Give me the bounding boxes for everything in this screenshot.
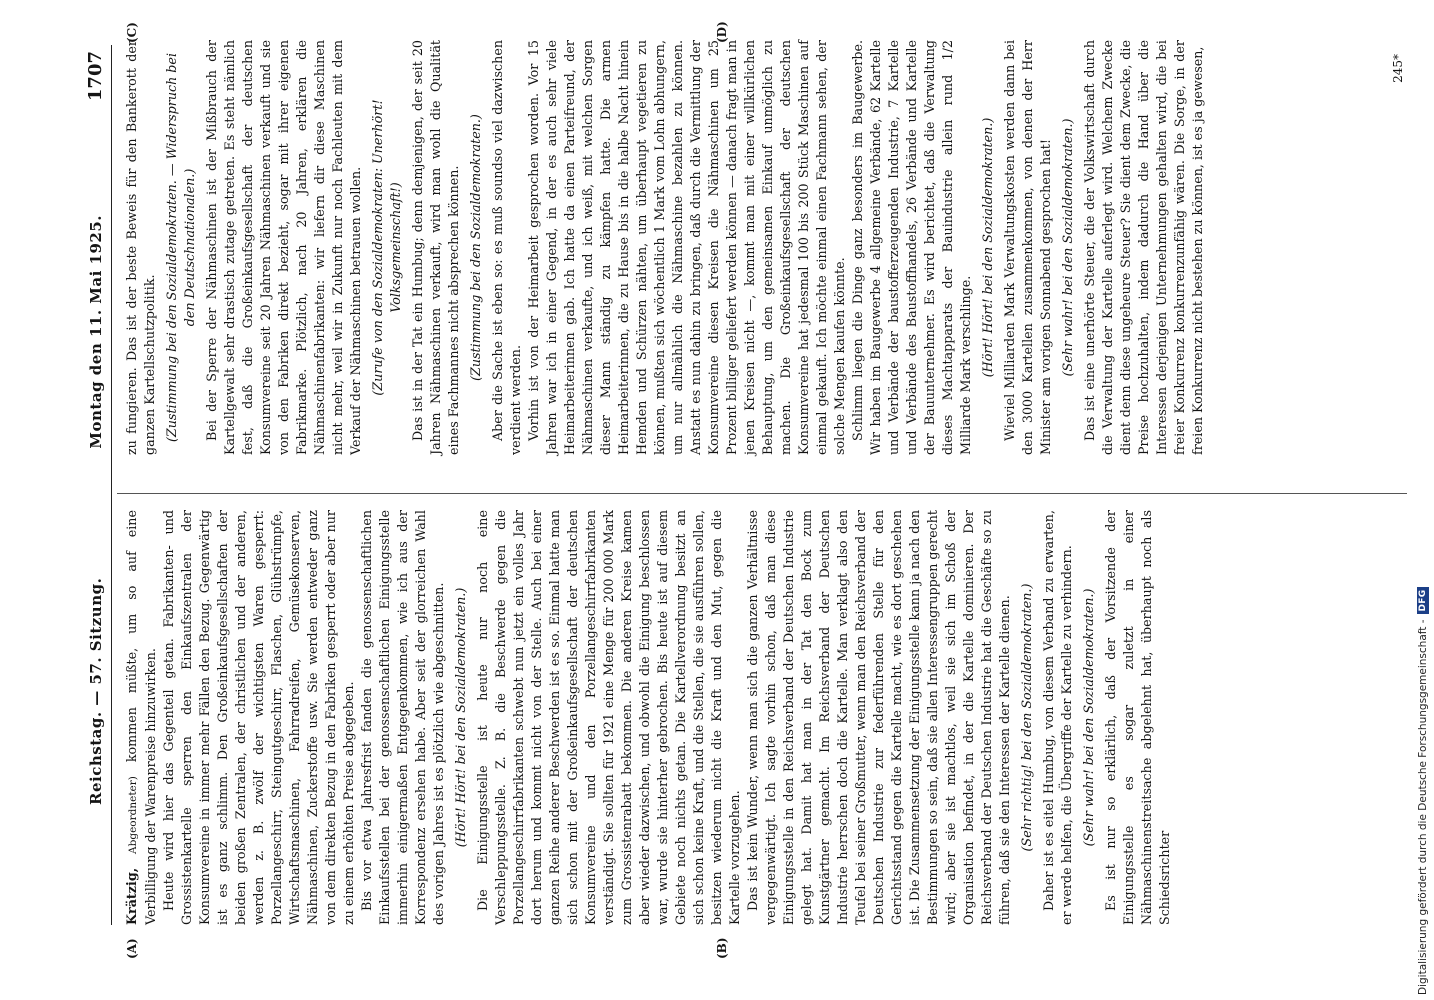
margin-marker-c: (C) [125,22,139,43]
column-divider [117,493,1407,494]
margin-marker-d: (D) [715,21,729,43]
left-interjection-3: (Sehr wahr! bei den Sozialdemokraten.) [1081,588,1096,847]
digitization-credit [1417,587,1429,995]
left-opening [123,510,160,925]
margin-marker-b: (B) [715,937,729,959]
left-paragraph-2: Heute wird hier das Gegenteil getan. Fabrikanten- und Grossistenkartelle sperren den Einkaufszentralen der Konsumvereine in immer mehr Fällen den Bezug. Gegenwärtig ist es ganz schlimm. Den Großeinkaufsgesellschaften der beiden großen Zentralen, der christlichen und der anderen, werden z. B. zwölf der wichtigsten Waren gesperrt: Porzellangeschirr, Steingutgeschirr, Flaschen, Glühstrümpfe, Wirtschaftsmaschinen, Fahrradreifen, Gemüsekonserven, Nähmaschinen, Zuckerstoffe usw. Sie werden entweder ganz von dem direkten Bezug in den Fabriken gesperrt oder aber nur zu einem erhöhten Preise abgegeben. [161,510,356,925]
left-paragraph-1: kommen müßte, um so auf eine Verbilligung der Warenpreise hinzuwirken. [124,510,158,925]
right-interjection-3: (Zustimmung bei den Sozialdemokraten.) [468,114,483,381]
speaker-role: Abgeordneter) [127,776,139,854]
right-paragraph-6: Schlimm liegen die Dinge ganz besonders im Baugewerbe. Wir haben im Baugewerbe 4 allgemeine Verbände, 62 Kartelle und Verbände der baustofferzeugenden Industrie, 7 Kartelle und Verbände des Baustoffhandels, 26 Verbände und Kartelle der Bauunternehmer. Es wird berichtet, daß die Verwaltung dieses Machtapparats der Bauindustrie allein rund 1/2 Milliarde Mark verschlinge. [850,40,973,455]
page-header [85,45,112,925]
header-left: Reichstag. — 57. Sitzung. [87,577,105,805]
margin-marker-a: (A) [125,938,139,959]
rotated-page [55,21,1425,965]
left-paragraph-3: Bis vor etwa Jahresfrist fanden die genossenschaftlichen Einkaufsstellen bei der genossenschaftlichen Einigungsstelle immerhin einigermaßen Entgegenkommen, wie ich aus der Korrespondenz ersehen habe. Aber seit der glorreichen Wahl des vorigen Jahres ist es plötzlich wie abgeschnitten. [359,510,446,925]
right-paragraph-8: Das ist eine unerhörte Steuer, die der Volkswirtschaft durch die Verwaltung der Kartelle auferlegt wird. Welchem Zwecke dient denn diese ungeheure Steuer? Sie dient dem Zwecke, die Preise hochzuhalten, indem dadurch die Hand über die Interessen derjenigen Unternehmungen gehalten wird, die bei freier Konkurrenz konkurrenzunfähig wären. Die Sorge, in der freien Konkurrenz nicht bestehen zu können, ist es ja gewesen, [1082,40,1205,455]
credit-text: Digitalisierung gefördert durch die Deutsche Forschungsgemeinschaft - [1417,619,1429,995]
dfg-logo: DFG [1417,587,1429,615]
right-paragraph-7: Wieviel Milliarden Mark Verwaltungskosten werden dann bei den 3000 Kartellen zusammenkommen, von denen der Herr Minister am vorigen Sonnabend gesprochen hat! [1002,40,1053,455]
right-interjection-2: (Zurufe von den Sozialdemokraten: Unerhört! Volksgemeinschaft!) [370,99,403,396]
left-interjection-1: (Hört! Hört! bei den Sozialdemokraten.) [453,587,468,848]
right-interjection-4: (Hört! Hört! bei den Sozialdemokraten.) [980,117,995,378]
right-column [123,40,1403,455]
left-paragraph-5: Das ist kein Wunder, wenn man sich die ganzen Verhältnisse vergegenwärtigt. Ich sagte vorhin schon, daß man diese Einigungsstelle in den Reichsverband der Deutschen Industrie gelegt hat. Damit hat man in der Tat den Bock zum Kunstgärtner gemacht. Im Reichsverband der Deutschen Industrie herrschen doch die Kartelle. Man verklagt also den Teufel bei seiner Großmutter, wenn man den Reichsverband der Deutschen Industrie zur federführenden Stelle für den Gerichtsstand gegen die Kartelle macht, wie es dort geschehen ist. Die Zusammensetzung der Einigungsstelle kann ja nach den Bestimmungen so sein, daß sie allen Interessengruppen gerecht wird; aber sie ist machtlos, weil sie sich im Schoß der Organisation befindet, in der die Kartelle dominieren. Der Reichsverband der Deutschen Industrie hat die Geschäfte so zu führen, daß sie den Interessen der Kartelle dienen. [745,510,1012,925]
speaker-name: Krätzig, [124,867,139,925]
right-paragraph-5: Vorhin ist von der Heimarbeit gesprochen worden. Vor 15 Jahren war ich in einer Gegend, in der es auch sehr viele Heimarbeiterinnen gab. Ich hatte da einen Parteifreund, der Nähmaschinen verkaufte, und ich weiß, mit welchen Sorgen dieser Mann ständig zu kämpfen hatte. Die armen Heimarbeiterinnen, die zu Hause bis in die halbe Nacht hinein Hemden und Schürzen nähten, um überhaupt vegetieren zu können, mußten sich wöchentlich 1 Mark vom Lohn abhungern, um nur allmählich die Nähmaschine bezahlen zu können. Anstatt es nun dahin zu bringen, daß durch die Vermittlung der Konsumvereine diesen Kreisen die Nähmaschinen um 25 Prozent billiger geliefert werden können — danach fragt man in jenen Kreisen nicht —, kommt man mit einer willkürlichen Behauptung, um den gemeinsamen Einkauf unmöglich zu machen. Die Großeinkaufsgesellschaft der deutschen Konsumvereine hat jedesmal 100 bis 200 Stück Maschinen auf einmal gekauft. Ich möchte einmal einen Fachmann sehen, der solche Mengen kaufen könnte. [526,40,847,455]
right-paragraph-1: zu fungieren. Das ist der beste Beweis für den Bankerott der ganzen Kartellschutzpolitik. [124,40,157,455]
right-paragraph-2: Bei der Sperre der Nähmaschinen ist der Mißbrauch der Kartellgewalt sehr drastisch zutage getreten. Es steht nämlich fest, daß die Großeinkaufsgesellschaft der deutschen Konsumvereine seit 20 Jahren Nähmaschinen verkauft und sie von den Fabriken direkt bezieht, sogar mit ihrer eigenen Fabrikmarke. Plötzlich, nach 20 Jahren, erklären die Nähmaschinenfabrikanten: wir liefern dir diese Maschinen nicht mehr, weil wir in Zukunft nur noch Fachleuten mit dem Verkauf der Nähmaschinen betrauen wollen. [204,40,363,455]
right-paragraph-3: Das ist in der Tat ein Humbug; denn demjenigen, der seit 20 Jahren Nähmaschinen verkauft, wird man wohl die Qualität eines Fachmannes nicht absprechen können. [410,40,461,455]
left-paragraph-4: Die Einigungsstelle ist heute nur noch eine Verschleppungsstelle. Z. B. die Beschwerde gegen die Porzellangeschirrfabrikanten schwebt nun jetzt ein volles Jahr dort herum und kommt nicht von der Stelle. Auch bei einer ganzen Reihe anderer Beschwerden ist es so. Einmal hatte man sich schon mit der Großeinkaufsgesellschaft der deutschen Konsumvereine und den Porzellangeschirrfabrikanten verständigt. Sie sollten für 1921 eine Menge für 200 000 Mark zum Grossistenrabatt bekommen. Die anderen Kreise kamen aber wieder dazwischen, und obwohl die Einigung beschlossen war, wurde sie hinterher gebrochen. Bis heute ist auf diesem Gebiete noch nichts getan. Die Kartellverordnung besitzt an sich schon keine Kraft, und die Stellen, die sie ausführen sollen, besitzen wiederum nicht die Kraft und den Mut, gegen die Kartelle vorzugehen. [475,510,742,925]
left-paragraph-6: Daher ist es eitel Humbug, von diesem Verband zu erwarten, er werde helfen, die Übergriffe der Kartelle zu verhindern. [1041,510,1074,925]
left-interjection-2: (Sehr richtig! bei den Sozialdemokraten.) [1019,583,1034,852]
right-paragraph-4: Aber die Sache ist eben so: es muß soundso viel dazwischen verdient werden. [490,40,523,455]
left-paragraph-7: Es ist nur so erklärlich, daß der Vorsitzende der Einigungsstelle es sogar zuletzt in einer Nähmaschinenstreitsache abgelehnt hat, überhaupt noch als Schiedsrichter [1103,510,1172,925]
right-interjection-1: (Zustimmung bei den Sozialdemokraten. — Widerspruch bei den Deutschnationalen.) [164,52,197,443]
page-number: 1707 [85,51,106,102]
footer-signature: 245* [1391,54,1405,83]
right-interjection-5: (Sehr wahr! bei den Sozialdemokraten.) [1060,118,1075,377]
left-column [123,510,1403,925]
header-right: Montag den 11. Mai 1925. [87,215,105,449]
